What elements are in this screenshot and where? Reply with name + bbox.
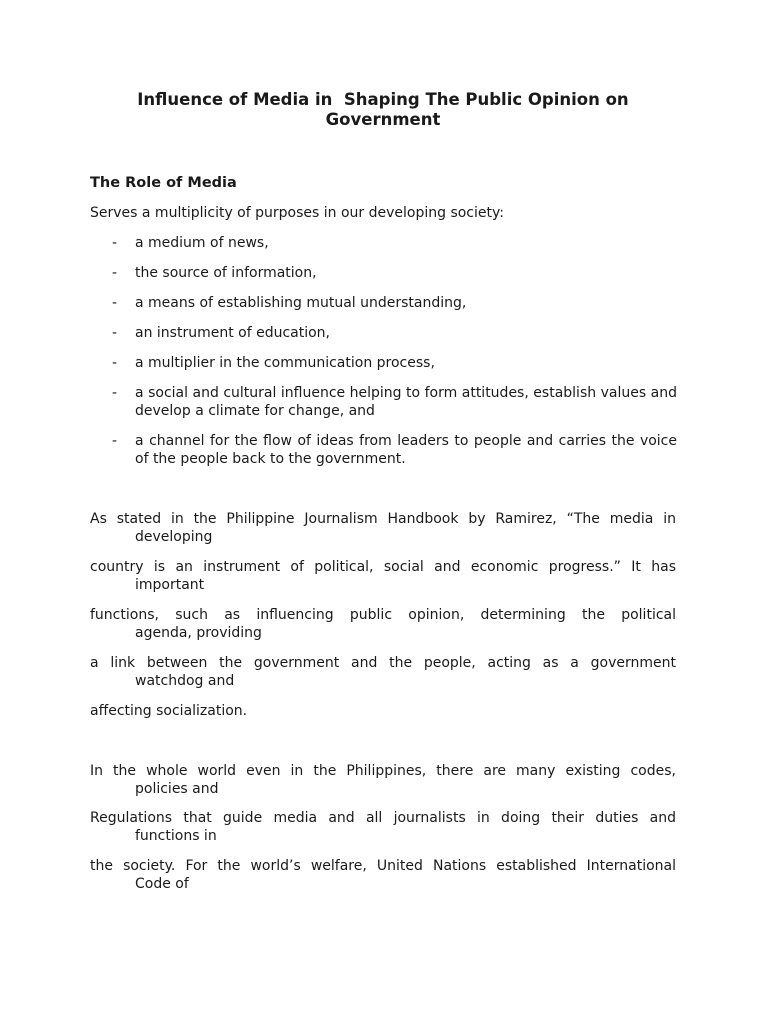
list-item [112,294,677,312]
list-item-text: an instrument of education, [135,325,331,341]
list-item [112,324,677,342]
title-line-2: Government [325,110,441,129]
paragraph-line-text: In the whole world even in the Philippines, there are many existing codes, [90,763,676,779]
paragraph-line-text: the society. For the world’s welfare, United Nations established International [90,858,676,874]
bullet-dash: - [112,385,118,401]
paragraph-line-text: a link between the government and the people, acting as a government [90,655,676,671]
paragraph-line-text: Regulations that guide media and all journalists in doing their duties and [90,810,676,826]
document-title [90,90,676,130]
bullet-dash: - [112,355,118,371]
list-item [112,432,677,468]
intro-text: Serves a multiplicity of purposes in our developing society: [90,205,504,221]
paragraph-line-wrap: functions in [135,828,217,844]
paragraph-line-wrap: developing [135,529,213,545]
list-item-text: a means of establishing mutual understanding, [135,295,467,311]
bullet-dash: - [112,295,118,311]
paragraph-line [90,809,676,845]
paragraph-line-wrap: important [135,577,205,593]
paragraph-line-text: functions, such as influencing public opinion, determining the political [90,607,676,623]
paragraph-line [90,702,676,720]
list-item-text: a medium of news, [135,235,269,251]
paragraph-line-text: affecting socialization. [90,703,248,719]
paragraph-line [90,510,676,546]
bullet-dash: - [112,265,118,281]
paragraph-line [90,654,676,690]
list-item [112,384,677,420]
bullet-dash: - [112,325,118,341]
paragraph-line [90,606,676,642]
title-line-1: Influence of Media in Shaping The Public Opinion on [137,90,629,109]
paragraph-line-wrap: Code of [135,876,189,892]
list-item-text: a channel for the flow of ideas from leaders to people and carries the voice of the people back to the government. [135,433,677,467]
list-item [112,234,677,252]
bullet-dash: - [112,433,118,449]
paragraph-line-wrap: agenda, providing [135,625,262,641]
list-item-text: a social and cultural influence helping to form attitudes, establish values and develop a climate for change, and [135,385,677,419]
list-item-text: a multiplier in the communication process, [135,355,435,371]
paragraph-line-text: country is an instrument of political, social and economic progress.” It has [90,559,676,575]
bullet-dash: - [112,235,118,251]
list-item [112,354,677,372]
list-item [112,264,677,282]
paragraph-line-wrap: watchdog and [135,673,235,689]
list-item-text: the source of information, [135,265,317,281]
paragraph-line-text: As stated in the Philippine Journalism Handbook by Ramirez, “The media in [90,511,676,527]
paragraph-line-wrap: policies and [135,781,219,797]
paragraph-line [90,857,676,893]
paragraph-line [90,558,676,594]
paragraph-line [90,762,676,798]
section-heading: The Role of Media [90,175,237,191]
